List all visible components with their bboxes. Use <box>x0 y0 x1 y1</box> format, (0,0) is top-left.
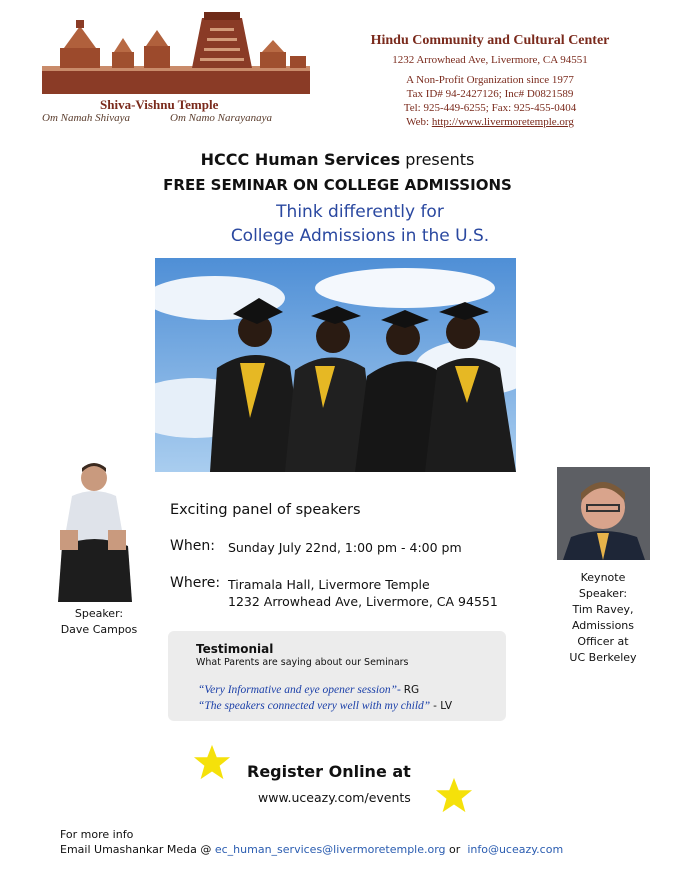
register-heading: Register Online at <box>247 762 411 781</box>
org-phone: Tel: 925-449-6255; Fax: 925-455-0404 <box>403 102 577 114</box>
presents-word: presents <box>405 150 475 169</box>
org-name: Hindu Community and Cultural Center <box>370 33 610 48</box>
tagline-line-2: College Admissions in the U.S. <box>230 226 490 246</box>
temple-logo-icon <box>42 8 310 96</box>
testimonial-box <box>168 631 506 721</box>
when-value: Sunday July 22nd, 1:00 pm - 4:00 pm <box>228 540 462 555</box>
quote-2-author: - LV <box>433 700 453 712</box>
org-tax-id: Tax ID# 94-2427126; Inc# D0821589 <box>406 88 574 100</box>
keynote-tim-photo <box>557 467 650 560</box>
testimonial-quote-2 <box>198 700 452 712</box>
when-label: When: <box>170 538 215 554</box>
speaker-caption <box>52 606 146 638</box>
speaker-role: Speaker: <box>74 607 124 620</box>
contact-or: or <box>449 843 461 856</box>
contact-line <box>60 843 563 856</box>
chant-narayana: Om Namo Narayanaya <box>170 112 273 124</box>
more-info-label: For more info <box>60 828 134 841</box>
speaker-name: Dave Campos <box>60 623 138 636</box>
tagline-line-1: Think differently for <box>276 202 444 222</box>
keynote-line-6: UC Berkeley <box>569 651 637 664</box>
quote-1-text: “Very Informative and eye opener session”- <box>198 684 401 696</box>
where-address: 1232 Arrowhead Ave, Livermore, CA 94551 <box>228 594 498 609</box>
where-venue: Tiramala Hall, Livermore Temple <box>228 577 430 592</box>
chant-shiva: Om Namah Shivaya <box>42 112 130 124</box>
keynote-line-4: Admissions <box>571 619 635 632</box>
tagline <box>180 200 540 248</box>
quote-2-text: “The speakers connected very well with my child” <box>198 700 431 712</box>
graduates-photo <box>155 258 516 472</box>
keynote-caption <box>552 570 654 666</box>
org-address: 1232 Arrowhead Ave, Livermore, CA 94551 <box>392 54 588 66</box>
star-icon <box>435 776 473 814</box>
org-web-label: Web: <box>406 116 430 128</box>
seminar-title: FREE SEMINAR ON COLLEGE ADMISSIONS <box>163 176 512 194</box>
keynote-line-5: Officer at <box>577 635 629 648</box>
where-label: Where: <box>170 575 221 591</box>
speaker-dave-photo <box>52 460 134 602</box>
testimonial-quote-1 <box>198 684 419 696</box>
keynote-line-3: Tim Ravey, <box>572 603 634 616</box>
register-url[interactable]: www.uceazy.com/events <box>258 790 411 805</box>
org-web <box>330 115 650 129</box>
star-icon <box>193 743 231 781</box>
email-link-uceazy[interactable]: info@uceazy.com <box>467 843 564 856</box>
org-nonprofit: A Non-Profit Organization since 1977 <box>406 74 574 86</box>
panel-heading: Exciting panel of speakers <box>170 502 361 518</box>
email-link-temple[interactable]: ec_human_services@livermoretemple.org <box>214 843 446 856</box>
temple-name: Shiva-Vishnu Temple <box>100 97 219 112</box>
presenter-name: HCCC Human Services <box>200 150 401 169</box>
contact-prefix: Email Umashankar Meda @ <box>60 843 212 856</box>
presenter-line <box>0 150 675 169</box>
testimonial-title: Testimonial <box>196 642 274 656</box>
org-info <box>330 33 650 129</box>
quote-1-author: RG <box>403 684 420 696</box>
keynote-line-1: Keynote <box>580 571 626 584</box>
testimonial-subtitle: What Parents are saying about our Seminars <box>196 657 409 668</box>
org-web-link[interactable]: http://www.livermoretemple.org <box>431 116 574 128</box>
keynote-line-2: Speaker: <box>578 587 628 600</box>
